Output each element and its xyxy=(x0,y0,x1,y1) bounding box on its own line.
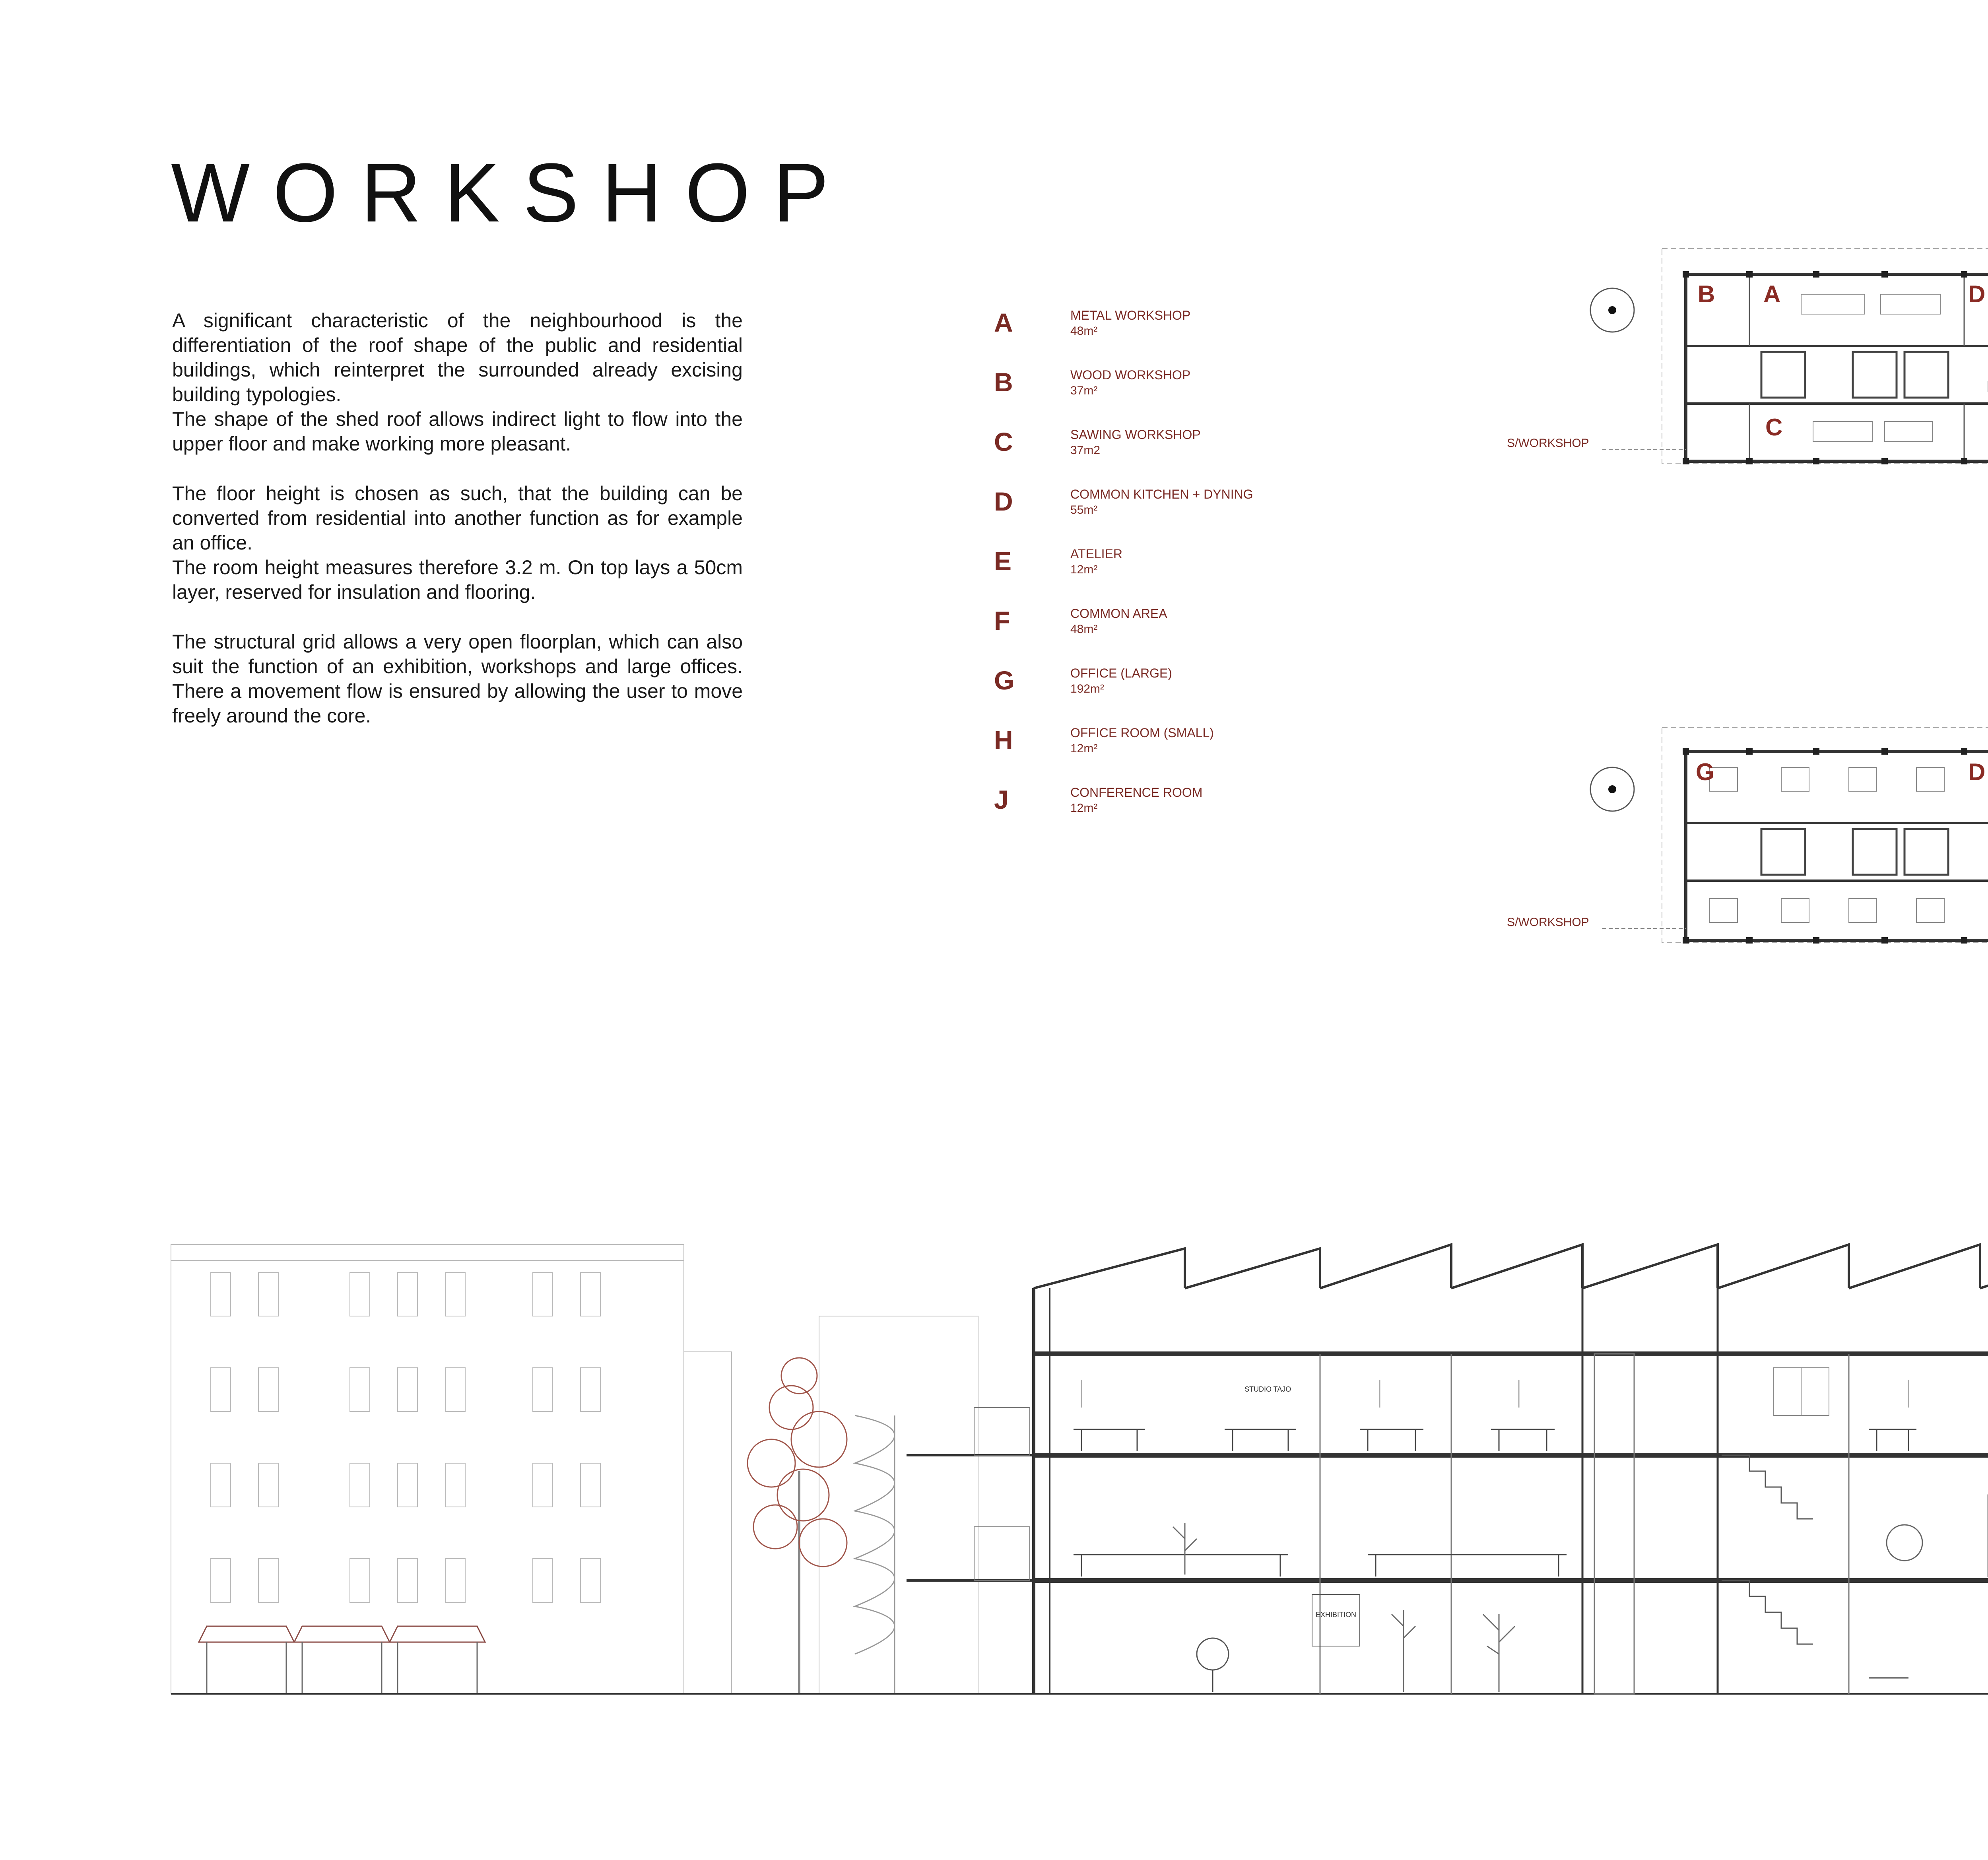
legend-room-area: 37m2 xyxy=(1070,444,1101,457)
legend-letter: E xyxy=(994,546,1012,576)
legend-room-area: 192m² xyxy=(1070,682,1105,695)
legend-letter: B xyxy=(994,367,1013,397)
description-paragraph-1: A significant characteristic of the neighbourhood is the differentiation of the roof shape of the public and residential buildings, which reinterpret the surrounded already excising building typologies. xyxy=(172,309,743,406)
page-title: WORKSHOP xyxy=(171,146,852,239)
tree xyxy=(747,1358,847,1694)
legend-room-name: CONFERENCE ROOM xyxy=(1070,785,1203,800)
legend-room-name: ATELIER xyxy=(1070,547,1122,561)
plants xyxy=(1173,1507,1988,1692)
legend-letter: G xyxy=(994,666,1015,695)
description-paragraph-3: The floor height is chosen as such, that the building can be converted from residential into another function as for example an office. xyxy=(172,482,743,554)
legend-room-area: 12m² xyxy=(1070,563,1098,576)
interior-furniture xyxy=(1074,1368,1988,1692)
plan2-section-mark-left: S/WORKSHOP xyxy=(1507,916,1589,929)
legend-room-area: 48m² xyxy=(1070,324,1098,338)
plan1-section-mark-left: S/WORKSHOP xyxy=(1507,437,1589,450)
legend-room-area: 48m² xyxy=(1070,623,1098,636)
description-paragraph-5: The structural grid allows a very open floorplan, which can also suit the function of an exhibition, workshops and large offices. There a movement flow is ensured by allowing the user to move freely around the core. xyxy=(172,631,743,727)
legend-room-name: WOOD WORKSHOP xyxy=(1070,368,1191,382)
legend-room-area: 12m² xyxy=(1070,742,1098,755)
plan1-room-letter: D xyxy=(1968,281,1986,307)
legend-room-area: 37m² xyxy=(1070,384,1098,397)
plan1-room-letter: B xyxy=(1698,281,1715,307)
market-stalls xyxy=(199,1626,485,1694)
description-paragraph-2: The shape of the shed roof allows indirect light to flow into the upper floor and make working more pleasant. xyxy=(172,408,743,455)
legend-letter: C xyxy=(994,427,1013,456)
legend-room-area: 55m² xyxy=(1070,503,1098,516)
legend-room-name: OFFICE (LARGE) xyxy=(1070,666,1173,680)
legend-letter: H xyxy=(994,725,1013,755)
spiral-stair-section xyxy=(855,1415,895,1694)
legend-room-name: OFFICE ROOM (SMALL) xyxy=(1070,726,1214,740)
legend-letter: F xyxy=(994,606,1010,635)
studio-sign: STUDIO TAJO xyxy=(1244,1385,1291,1393)
legend-room-name: COMMON AREA xyxy=(1070,606,1167,621)
legend-room-area: 12m² xyxy=(1070,802,1098,815)
background-building xyxy=(171,1245,978,1694)
legend-letter: A xyxy=(994,308,1013,337)
plan2-room-letter: G xyxy=(1696,759,1714,785)
plan2-room-letter: D xyxy=(1968,759,1986,785)
description-paragraph-4: The room height measures therefore 3.2 m. On top lays a 50cm layer, reserved for insulation and flooring. xyxy=(172,556,743,603)
legend-letter: D xyxy=(994,487,1013,516)
legend-letter: J xyxy=(994,785,1009,814)
legend-room-name: COMMON KITCHEN + DYNING xyxy=(1070,487,1253,501)
plan1-room-letter: C xyxy=(1765,414,1783,441)
legend-room-name: METAL WORKSHOP xyxy=(1070,308,1191,322)
workshop-building-section xyxy=(171,1241,1988,1710)
legend-room-name: SAWING WORKSHOP xyxy=(1070,427,1201,442)
exhibition-sign: EXHIBITION xyxy=(1315,1611,1356,1619)
plan1-room-letter: A xyxy=(1763,281,1781,307)
